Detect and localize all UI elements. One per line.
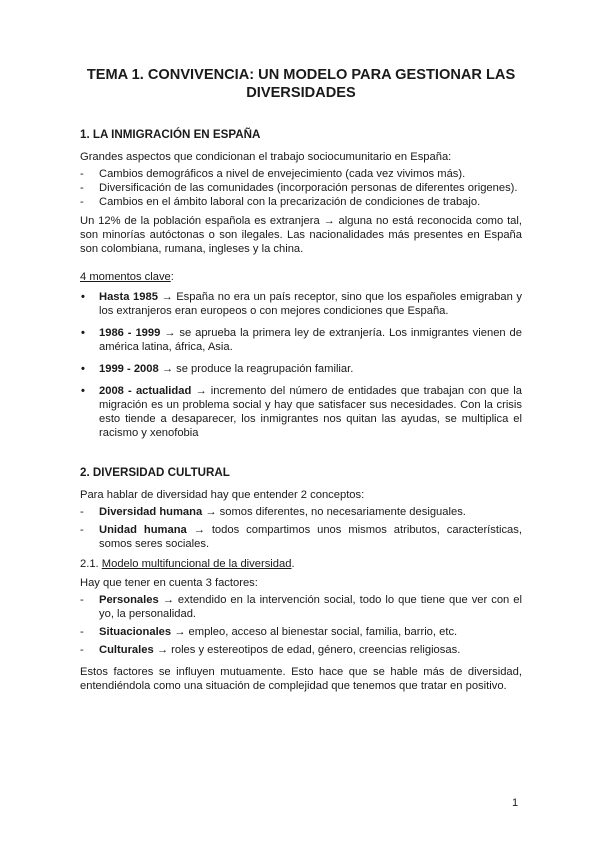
key-moments-label	[80, 270, 522, 284]
key-moments-label-text: 4 momentos clave	[80, 271, 171, 283]
subsection-title: Modelo multifuncional de la diversidad	[101, 558, 292, 570]
factor-item	[80, 593, 522, 621]
key-moment-text: → España no era un país receptor, sino que los españoles emigraban y los extranjeros eran europeos o con mejores condiciones que España.	[99, 291, 522, 317]
subsection-dot: .	[291, 558, 295, 570]
key-moments-list	[80, 290, 522, 440]
key-moment-item	[80, 290, 522, 318]
section-heading-cultural-diversity: 2. DIVERSIDAD CULTURAL	[80, 466, 230, 479]
key-moment-term: Hasta 1985	[99, 291, 158, 303]
key-moment-term: 1999 - 2008	[99, 363, 159, 375]
section-immigration	[80, 128, 522, 440]
document-title: TEMA 1. CONVIVENCIA: UN MODELO PARA GESTIONAR LAS DIVERSIDADES	[86, 67, 516, 101]
factor-item	[80, 625, 522, 639]
factor-term: Personales	[99, 594, 159, 606]
key-moment-item	[80, 384, 522, 440]
key-moment-item	[80, 326, 522, 354]
list-item: - Diversificación de las comunidades (incorporación personas de diferentes origenes).	[80, 181, 522, 195]
list-item: - Cambios demográficos a nivel de envejecimiento (cada vez vivimos más).	[80, 167, 522, 181]
factors-list	[80, 593, 522, 657]
aspects-list	[80, 167, 522, 209]
key-moment-text: → se aprueba la primera ley de extranjería. Los inmigrantes vienen de américa latina, áfrica, Asia.	[99, 327, 523, 353]
factors-intro: Hay que tener en cuenta 3 factores:	[80, 577, 258, 589]
factor-text: → roles y estereotipos de edad, género, creencias religiosas.	[153, 644, 461, 656]
factor-text: → empleo, acceso al bienestar social, familia, barrio, etc.	[171, 626, 458, 638]
concept-item	[80, 505, 522, 519]
document-page	[80, 66, 522, 693]
concept-term: Unidad humana	[99, 524, 187, 536]
closing-paragraph: Estos factores se influyen mutuamente. Esto hace que se hable más de diversidad, entendiéndola como una situación de complejidad que tenemos que tratar en positivo.	[80, 666, 522, 692]
key-moments-colon: :	[170, 271, 174, 283]
page-number: 1	[512, 797, 519, 809]
factor-text: → extendido en la intervención social, todo lo que tiene que ver con el yo, la personalidad.	[99, 594, 522, 620]
immigration-intro: Grandes aspectos que condicionan el trabajo sociocumunitario en España:	[80, 151, 452, 163]
factor-item	[80, 643, 522, 657]
factor-term: Situacionales	[99, 626, 172, 638]
concept-item	[80, 523, 522, 551]
concept-text: → somos diferentes, no necesariamente desiguales.	[202, 506, 466, 518]
key-moment-text: → se produce la reagrupación familiar.	[158, 363, 354, 375]
list-item: - Cambios en el ámbito laboral con la precarización de condiciones de trabajo.	[80, 195, 522, 209]
concept-term: Diversidad humana	[99, 506, 203, 518]
section-heading-immigration: 1. LA INMIGRACIÓN EN ESPAÑA	[80, 128, 261, 141]
concept-text: → todos compartimos unos mismos atributos, características, somos seres sociales.	[99, 524, 522, 550]
key-moment-term: 1986 - 1999	[99, 327, 161, 339]
factor-term: Culturales	[99, 644, 154, 656]
subsection-number: 2.1.	[80, 558, 102, 570]
concepts-list	[80, 505, 522, 551]
key-moment-term: 2008 - actualidad	[99, 385, 192, 397]
key-moment-text: → incremento del número de entidades que trabajan con que la migración es un problema social y hay que satisfacer sus necesidades. Con la crisis esto tiende a desaparecer, los inmigrantes nos quitan las ayudas, se multiplica el racismo y xenofobia	[99, 385, 522, 439]
cultural-intro: Para hablar de diversidad hay que entender 2 conceptos:	[80, 489, 365, 501]
subsection-heading	[80, 557, 522, 571]
key-moment-item	[80, 362, 522, 376]
section-cultural-diversity	[80, 466, 522, 693]
immigration-paragraph: Un 12% de la población española es extranjera → alguna no está reconocida como tal, son minorías autóctonas o son ilegales. Las nacionalidades más presentes en España son colombiana, rumana, ingleses y la china.	[80, 215, 522, 255]
